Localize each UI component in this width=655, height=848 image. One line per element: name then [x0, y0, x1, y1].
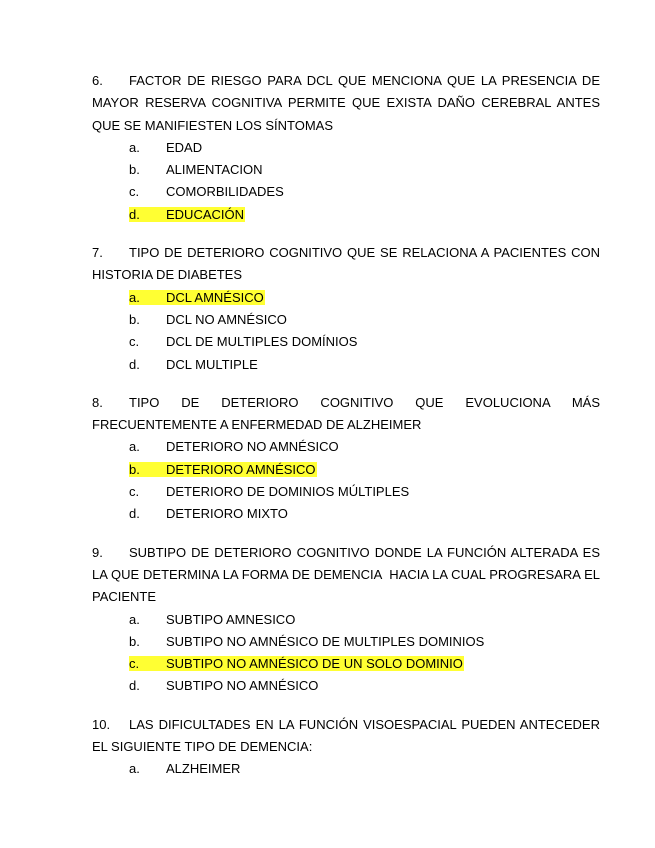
option-text: DETERIORO NO AMNÉSICO: [166, 439, 339, 455]
answer-options: [92, 758, 600, 780]
option-highlight: [129, 761, 241, 776]
option-highlight: [129, 612, 296, 627]
question-block: [92, 242, 604, 376]
answer-option: [92, 481, 600, 503]
option-letter: b.: [129, 311, 140, 327]
option-letter: c.: [129, 184, 140, 200]
option-text: SUBTIPO NO AMNÉSICO: [166, 678, 319, 694]
question-stem: [92, 542, 604, 609]
answer-option-highlighted: [92, 653, 600, 675]
option-letter: c.: [129, 656, 140, 672]
option-text: DETERIORO DE DOMINIOS MÚLTIPLES: [166, 484, 410, 500]
answer-option: [92, 758, 600, 780]
option-highlight: [129, 462, 317, 477]
option-text: EDAD: [166, 139, 203, 155]
answer-option-highlighted: [92, 287, 600, 309]
answer-options: [92, 137, 600, 226]
option-letter: c.: [129, 484, 140, 500]
option-text: SUBTIPO NO AMNÉSICO DE UN SOLO DOMINIO: [166, 656, 463, 672]
answer-options: [92, 436, 600, 525]
answer-option: [92, 631, 600, 653]
option-letter: d.: [129, 506, 140, 522]
option-highlight: [129, 207, 245, 222]
question-number: 8.: [92, 394, 103, 410]
option-highlight: [129, 439, 340, 454]
option-highlight: [129, 290, 265, 305]
question-text: TIPO DE DETERIORO COGNITIVO QUE SE RELACIONA A PACIENTES CON HISTORIA DE DIABETES: [92, 245, 604, 283]
answer-options: [92, 609, 600, 698]
question-number: 10.: [92, 716, 111, 732]
option-highlight: [129, 357, 259, 372]
question-text: SUBTIPO DE DETERIORO COGNITIVO DONDE LA FUNCIÓN ALTERADA ES LA QUE DETERMINA LA FORMA DE DEMENCIA HACIA LA CUAL PROGRESARA EL PACIENTE: [92, 544, 604, 605]
option-text: SUBTIPO AMNESICO: [166, 611, 296, 627]
option-highlight: [129, 484, 410, 499]
option-highlight: [129, 184, 285, 199]
option-text: DCL MULTIPLE: [166, 356, 258, 372]
question-stem: [92, 714, 604, 759]
answer-option: [92, 181, 600, 203]
option-letter: a.: [129, 611, 140, 627]
option-highlight: [129, 312, 288, 327]
option-letter: d.: [129, 206, 140, 222]
option-text: SUBTIPO NO AMNÉSICO DE MULTIPLES DOMINIOS: [166, 633, 485, 649]
option-letter: c.: [129, 334, 140, 350]
answer-option: [92, 309, 600, 331]
option-highlight: [129, 334, 358, 349]
option-highlight: [129, 506, 289, 521]
question-text: LAS DIFICULTADES EN LA FUNCIÓN VISOESPACIAL PUEDEN ANTECEDER EL SIGUIENTE TIPO DE DEMENCIA:: [92, 716, 604, 755]
option-letter: a.: [129, 761, 140, 777]
option-letter: a.: [129, 439, 140, 455]
option-highlight: [129, 634, 485, 649]
option-text: DETERIORO AMNÉSICO: [166, 461, 316, 477]
answer-option: [92, 436, 600, 458]
answer-option-highlighted: [92, 204, 600, 226]
option-text: ALZHEIMER: [166, 761, 241, 777]
option-text: ALIMENTACION: [166, 162, 263, 178]
answer-option: [92, 137, 600, 159]
option-highlight: [129, 678, 319, 693]
option-highlight: [129, 140, 203, 155]
answer-options: [92, 287, 600, 376]
answer-option-highlighted: [92, 459, 600, 481]
option-letter: d.: [129, 678, 140, 694]
option-letter: d.: [129, 356, 140, 372]
option-letter: b.: [129, 461, 140, 477]
question-number: 7.: [92, 245, 103, 261]
answer-option: [92, 354, 600, 376]
option-text: DETERIORO MIXTO: [166, 506, 288, 522]
option-text: DCL AMNÉSICO: [166, 289, 264, 305]
answer-option: [92, 609, 600, 631]
answer-option: [92, 159, 600, 181]
question-stem: [92, 392, 604, 437]
answer-option: [92, 331, 600, 353]
option-highlight: [129, 656, 464, 671]
question-stem: [92, 70, 604, 137]
question-text: TIPO DE DETERIORO COGNITIVO QUE EVOLUCIONA MÁS FRECUENTEMENTE A ENFERMEDAD DE ALZHEIMER: [92, 394, 604, 433]
question-block: [92, 70, 604, 226]
question-number: 6.: [92, 73, 103, 88]
question-block: [92, 714, 604, 781]
option-letter: a.: [129, 289, 140, 305]
question-stem: [92, 242, 604, 287]
question-number: 9.: [92, 544, 103, 560]
option-letter: b.: [129, 162, 140, 178]
option-text: DCL NO AMNÉSICO: [166, 311, 287, 327]
option-text: EDUCACIÓN: [166, 206, 245, 222]
question-text: FACTOR DE RIESGO PARA DCL QUE MENCIONA QUE LA PRESENCIA DE MAYOR RESERVA COGNITIVA PERMITE QUE EXISTA DAÑO CEREBRAL ANTES QUE SE MANIFIESTEN LOS SÍNTOMAS: [92, 73, 604, 133]
question-block: [92, 392, 604, 526]
answer-option: [92, 503, 600, 525]
option-letter: a.: [129, 139, 140, 155]
document-page: [92, 70, 604, 797]
option-text: COMORBILIDADES: [166, 184, 284, 200]
option-highlight: [129, 162, 264, 177]
question-block: [92, 542, 604, 698]
option-text: DCL DE MULTIPLES DOMÍNIOS: [166, 334, 358, 350]
answer-option: [92, 675, 600, 697]
option-letter: b.: [129, 633, 140, 649]
